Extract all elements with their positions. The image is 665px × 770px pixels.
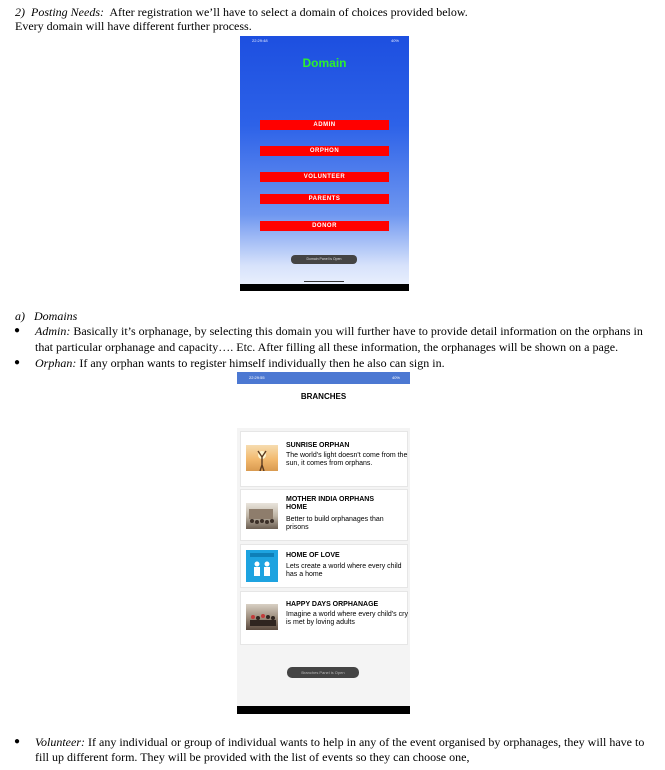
branch-title: HOME OF LOVE xyxy=(286,552,340,559)
branches-screenshot xyxy=(237,372,410,714)
section-heading xyxy=(15,5,468,19)
admin-bullet-line2: that particular orphanage and capacity…. Etc. After filling all these information, the orphanages will be shown on a page. xyxy=(35,340,619,354)
volunteer-bullet-line2: fill up different form. They will be provided with the list of events so they can choose one, xyxy=(35,750,470,764)
parents-button[interactable]: PARENTS xyxy=(260,194,389,204)
branch-card[interactable] xyxy=(240,591,408,645)
section-title: Posting Needs: xyxy=(31,5,104,19)
subsection-letter: a) xyxy=(15,309,25,323)
admin-text: Basically it’s orphanage, by selecting this domain you will further have to provide detail information on the orphans in xyxy=(73,324,643,338)
section-intro-line2: Every domain will have different further process. xyxy=(15,19,252,33)
domain-screenshot xyxy=(240,36,409,291)
branch-description: Better to build orphanages than prisons xyxy=(286,516,384,531)
status-time: 22:29:48 xyxy=(252,38,268,43)
nav-bar xyxy=(240,284,409,291)
volunteer-text: If any individual or group of individual wants to help in any of the event organised by orphanages, they will have to xyxy=(88,735,645,749)
status-time: 22:29:55 xyxy=(249,375,265,380)
bullet-icon: ● xyxy=(14,325,21,336)
donor-button[interactable]: DONOR xyxy=(260,221,389,231)
orphon-button[interactable]: ORPHON xyxy=(260,146,389,156)
branches-header: BRANCHES xyxy=(237,384,410,428)
happy-days-image xyxy=(246,604,278,630)
branch-title: HAPPY DAYS ORPHANAGE xyxy=(286,601,379,608)
status-battery: 40% xyxy=(391,375,400,380)
subsection-heading xyxy=(15,309,77,323)
bullet-icon: ● xyxy=(14,357,21,368)
branch-card[interactable] xyxy=(240,489,408,541)
status-bar xyxy=(240,36,409,45)
sunrise-image xyxy=(246,445,278,471)
orphan-label: Orphan: xyxy=(35,356,77,370)
nav-bar xyxy=(237,706,410,714)
branch-title: MOTHER INDIA ORPHANS HOME xyxy=(286,496,375,511)
section-intro: After registration we’ll have to select a domain of choices provided below. xyxy=(109,5,468,19)
admin-label: Admin: xyxy=(35,324,71,338)
volunteer-bullet-line1 xyxy=(35,735,644,749)
branch-description: The world's light doesn't come from the sun, it comes from orphans. xyxy=(286,452,408,467)
orphan-bullet xyxy=(35,356,445,370)
branch-description: Lets create a world where every child has a home xyxy=(286,563,402,578)
branch-card[interactable] xyxy=(240,544,408,588)
subsection-title: Domains xyxy=(34,309,78,323)
admin-bullet-line1 xyxy=(35,324,643,338)
status-battery: 40% xyxy=(390,38,399,43)
orphan-text: If any orphan wants to register himself individually then he also can sign in. xyxy=(79,356,445,370)
mother-india-image xyxy=(246,503,278,529)
toast-message: Branches Panel is Open xyxy=(287,667,359,678)
admin-button[interactable]: ADMIN xyxy=(260,120,389,130)
toast-message: Domain Panel is Open xyxy=(291,255,357,264)
status-bar xyxy=(237,372,410,384)
bullet-icon: ● xyxy=(14,736,21,747)
branch-card[interactable] xyxy=(240,431,408,487)
domain-title: Domain xyxy=(302,56,347,70)
volunteer-label: Volunteer: xyxy=(35,735,85,749)
section-number: 2) xyxy=(15,5,25,19)
branch-title: SUNRISE ORPHAN xyxy=(286,442,350,449)
branch-description: Imagine a world where every child's cry is met by loving adults xyxy=(286,611,408,626)
home-of-love-image xyxy=(246,550,278,582)
volunteer-button[interactable]: VOLUNTEER xyxy=(260,172,389,182)
